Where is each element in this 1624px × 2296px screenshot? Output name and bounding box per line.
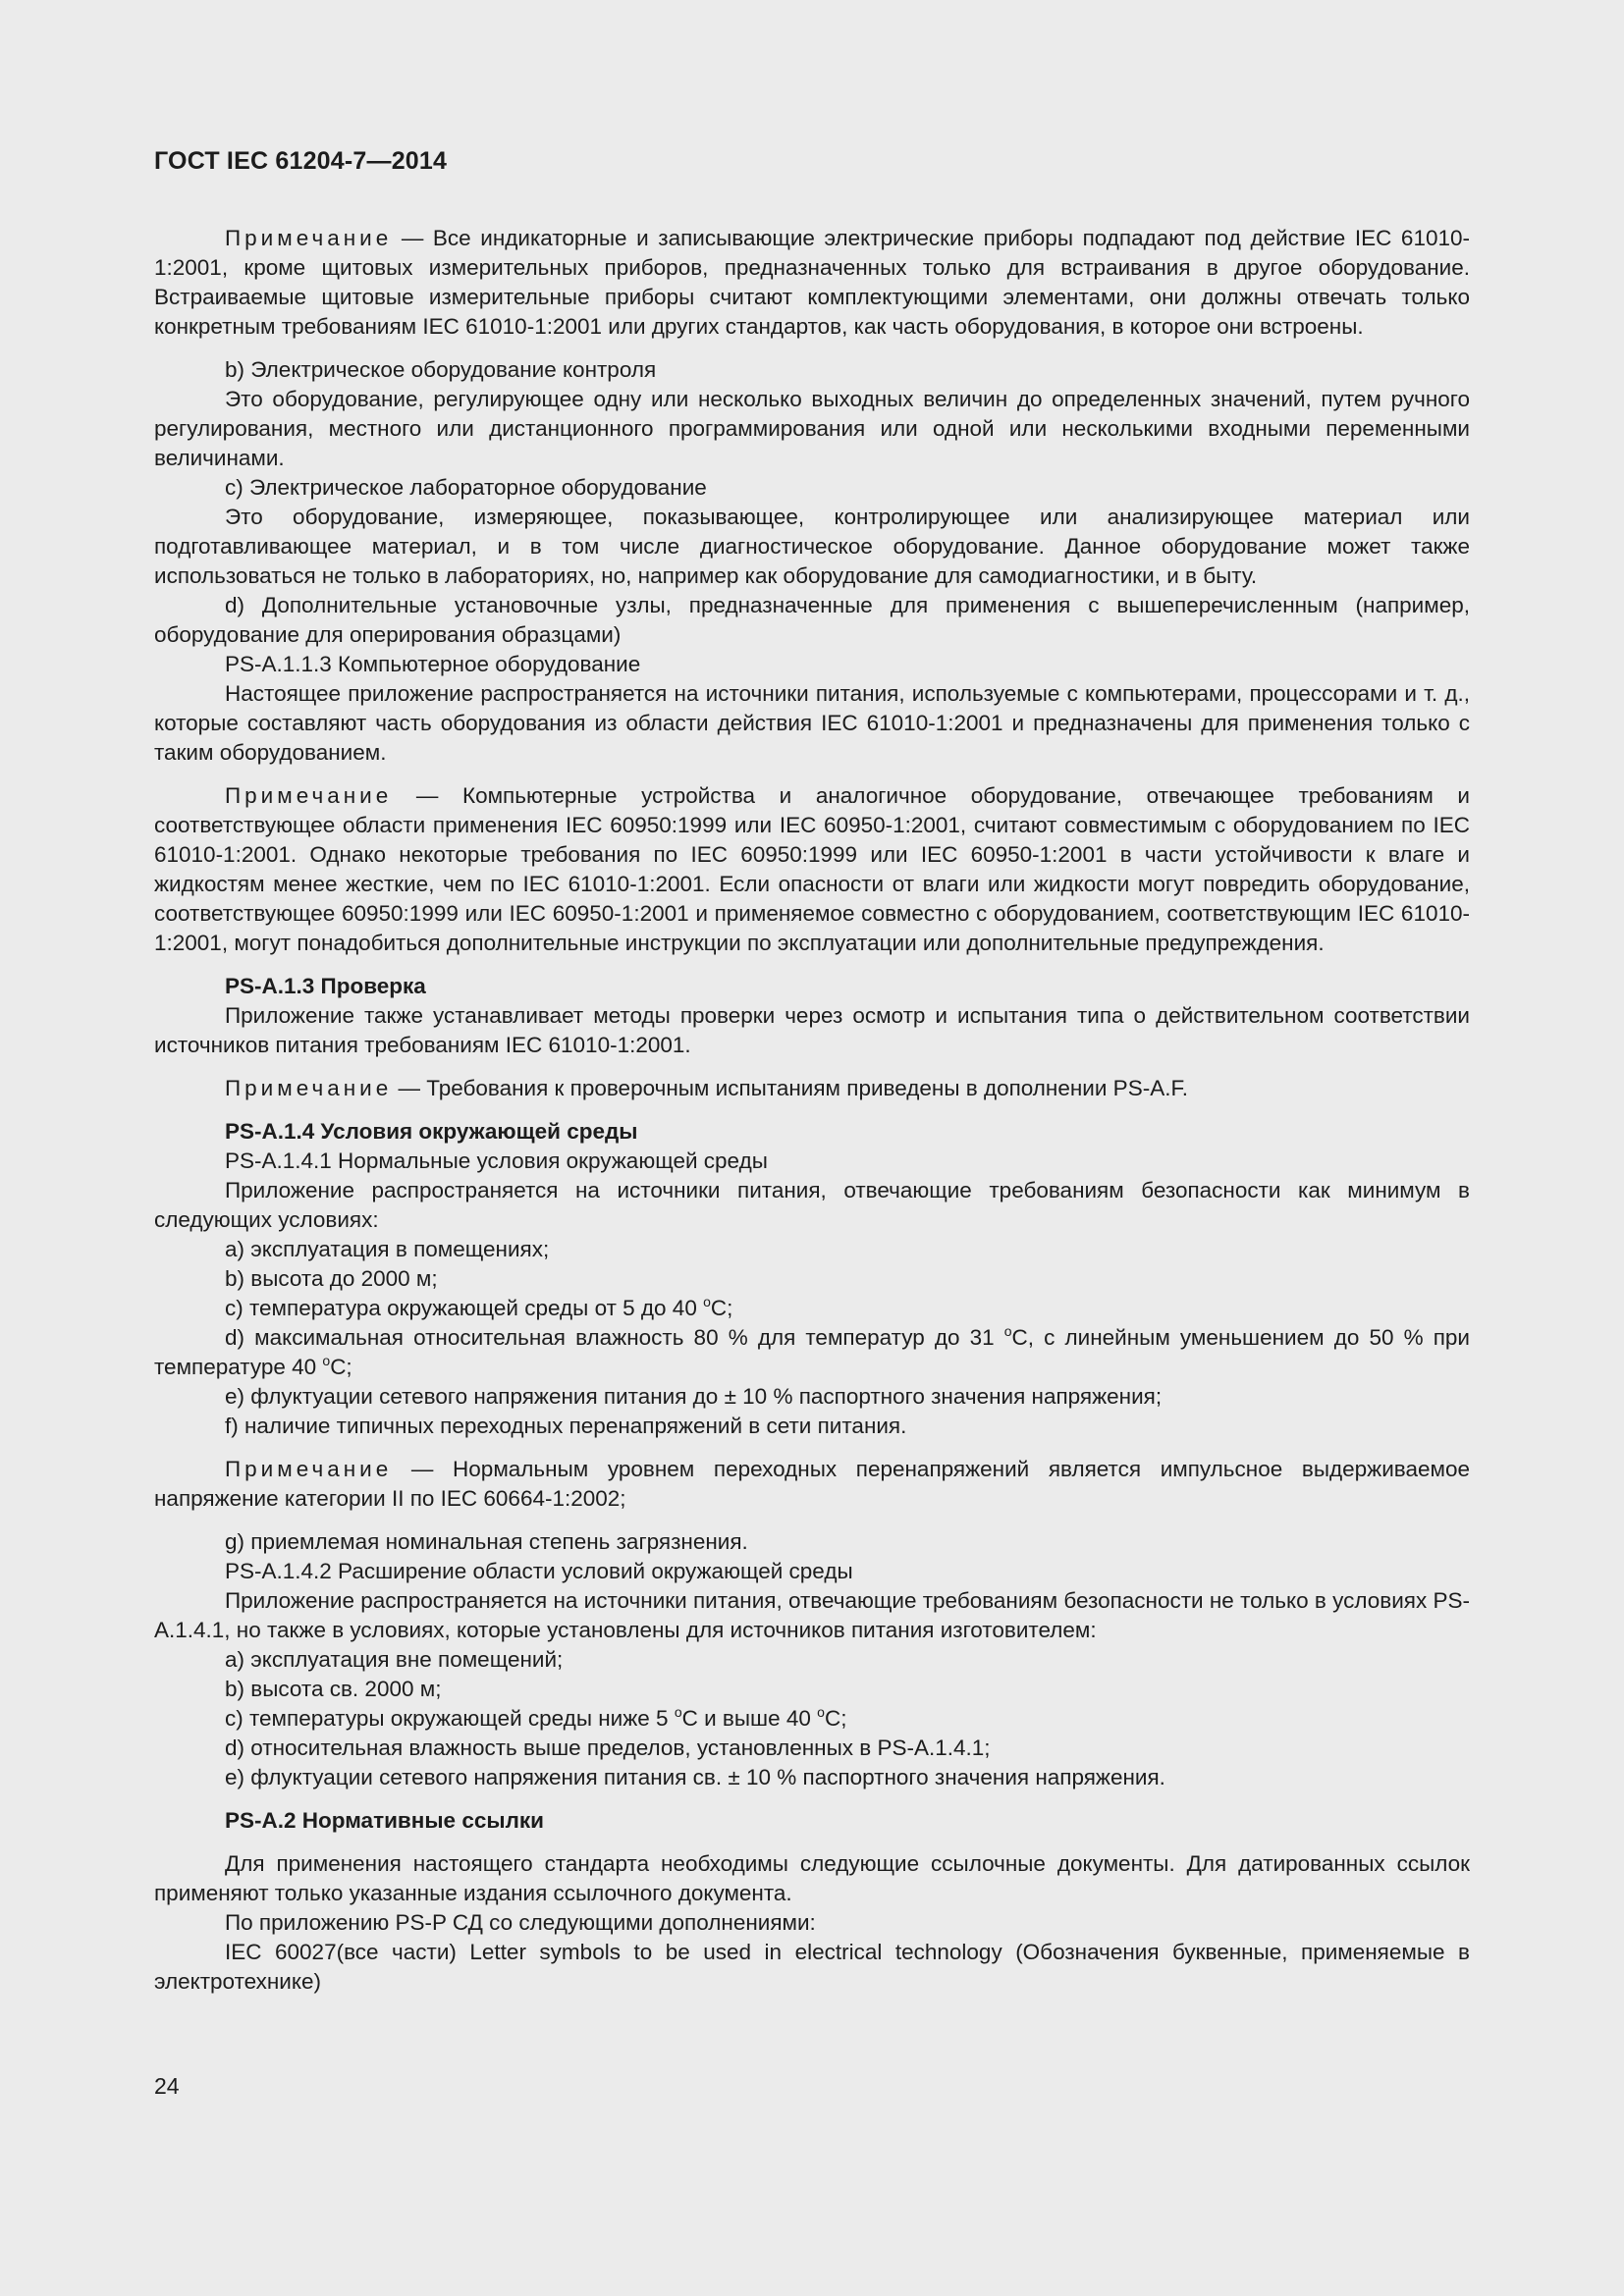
list-2-item-e: e) флуктуации сетевого напряжения питания св. ± 10 % паспортного значения напряжения.: [225, 1765, 1165, 1789]
item-b-title: b) Электрическое оборудование контроля: [225, 357, 657, 382]
item-c-title: c) Электрическое лабораторное оборудование: [225, 475, 707, 500]
list-1-item-f: f) наличие типичных переходных перенапряжений в сети питания.: [225, 1414, 907, 1438]
section-2-title: PS-A.2 Нормативные ссылки: [225, 1808, 544, 1833]
page-number: 24: [154, 2073, 180, 2099]
section-1-1-3-text: Настоящее приложение распространяется на источники питания, используемые с компьютерами, процессорами и т. д., которые составляют часть оборудования из области действия IEC 61010-1:2001 и предназначены для применения только с таким оборудованием.: [154, 681, 1470, 765]
list-1-item-e: e) флуктуации сетевого напряжения питания до ± 10 % паспортного значения напряжения;: [225, 1384, 1163, 1409]
list-1-item-g: g) приемлемая номинальная степень загрязнения.: [225, 1529, 748, 1554]
note-3: Примечание — Требования к проверочным испытаниям приведены в дополнении PS-A.F.: [225, 1076, 1188, 1100]
list-1-item-c: c) температура окружающей среды от 5 до 40 $^о$С;: [225, 1294, 733, 1320]
note-1: Примечание — Все индикаторные и записывающие электрические приборы подпадают под действие IEC 61010-1:2001, кроме щитовых измерительных приборов, предназначенных только для встраивания в другое оборудование. Встраиваемые щитовые измерительные приборы считают комплектующими элементами, они должны отвечать только конкретным требованиям IEC 61010-1:2001 или других стандартов, как часть оборудования, в которое они встроены.: [154, 226, 1470, 339]
list-1-item-d: d) максимальная относительная влажность 80 % для температур до 31 $^о$С, с линейным уменьшением до 50 % при температуре 40 $^о$С;: [154, 1323, 1471, 1379]
note-4: Примечание — Нормальным уровнем переходных перенапряжений является импульсное выдерживаемое напряжение категории II по IEC 60664-1:2002;: [154, 1457, 1470, 1511]
document-body: [154, 224, 1470, 1997]
list-1-item-a: a) эксплуатация в помещениях;: [225, 1237, 550, 1261]
note-label: Примечание: [225, 226, 393, 250]
section-2-reference: IEC 60027(все части) Letter symbols to be used in electrical technology (Обозначения буквенные, применяемые в электротехнике): [154, 1940, 1470, 1994]
note-label: Примечание: [225, 1076, 393, 1100]
list-2-item-a: a) эксплуатация вне помещений;: [225, 1647, 564, 1672]
section-1-4-1-title: PS-A.1.4.1 Нормальные условия окружающей среды: [225, 1148, 768, 1173]
section-1-4-title: PS-A.1.4 Условия окружающей среды: [225, 1119, 638, 1144]
section-1-4-1-text: Приложение распространяется на источники питания, отвечающие требованиям безопасности как минимум в следующих условиях:: [154, 1178, 1470, 1232]
list-2-item-b: b) высота св. 2000 м;: [225, 1677, 442, 1701]
section-2-text: Для применения настоящего стандарта необходимы следующие ссылочные документы. Для датированных ссылок применяют только указанные издания ссылочного документа.: [154, 1851, 1470, 1905]
section-2-text-2: По приложению PS-P СД со следующими дополнениями:: [225, 1910, 816, 1935]
section-1-3-title: PS-A.1.3 Проверка: [225, 974, 426, 998]
note-label: Примечание: [225, 1457, 393, 1481]
note-label: Примечание: [225, 783, 393, 808]
list-2-item-c: c) температуры окружающей среды ниже 5 $^о$С и выше 40 $^о$С;: [225, 1704, 847, 1731]
section-1-4-2-title: PS-A.1.4.2 Расширение области условий окружающей среды: [225, 1559, 853, 1583]
item-c-text: Это оборудование, измеряющее, показывающее, контролирующее или анализирующее материал или подготавливающее материал, и в том числе диагностическое оборудование. Данное оборудование может также использоваться не только в лабораториях, но, например как оборудование для самодиагностики, и в быту.: [154, 505, 1470, 588]
section-1-4-2-text: Приложение распространяется на источники питания, отвечающие требованиям безопасности не только в условиях PS-A.1.4.1, но также в условиях, которые установлены для источников питания изготовителем:: [154, 1588, 1470, 1642]
item-b-text: Это оборудование, регулирующее одну или несколько выходных величин до определенных значений, путем ручного регулирования, местного или дистанционного программирования или одной или несколькими входными переменными величинами.: [154, 387, 1470, 470]
document-header: ГОСТ IEC 61204-7—2014: [154, 147, 448, 175]
list-2-item-d: d) относительная влажность выше пределов, установленных в PS-A.1.4.1;: [225, 1735, 991, 1760]
item-d-text: d) Дополнительные установочные узлы, предназначенные для применения с вышеперечисленным (например, оборудование для оперирования образцами): [154, 593, 1470, 647]
section-1-1-3-title: PS-A.1.1.3 Компьютерное оборудование: [225, 652, 641, 676]
list-1-item-b: b) высота до 2000 м;: [225, 1266, 438, 1291]
section-1-3-text: Приложение также устанавливает методы проверки через осмотр и испытания типа о действительном соответствии источников питания требованиям IEC 61010-1:2001.: [154, 1003, 1470, 1057]
note-2: Примечание — Компьютерные устройства и аналогичное оборудование, отвечающее требованиям и соответствующее области применения IEC 60950:1999 или IEC 60950-1:2001, считают совместимым с оборудованием по IEC 61010-1:2001. Однако некоторые требования по IEC 60950:1999 или IEC 60950-1:2001 в части устойчивости к влаге и жидкостям менее жесткие, чем по IEC 61010-1:2001. Если опасности от влаги или жидкости могут повредить оборудование, соответствующее 60950:1999 или IEC 60950-1:2001 и применяемое совместно с оборудованием, соответствующим IEC 61010-1:2001, могут понадобиться дополнительные инструкции по эксплуатации или дополнительные предупреждения.: [154, 783, 1470, 955]
